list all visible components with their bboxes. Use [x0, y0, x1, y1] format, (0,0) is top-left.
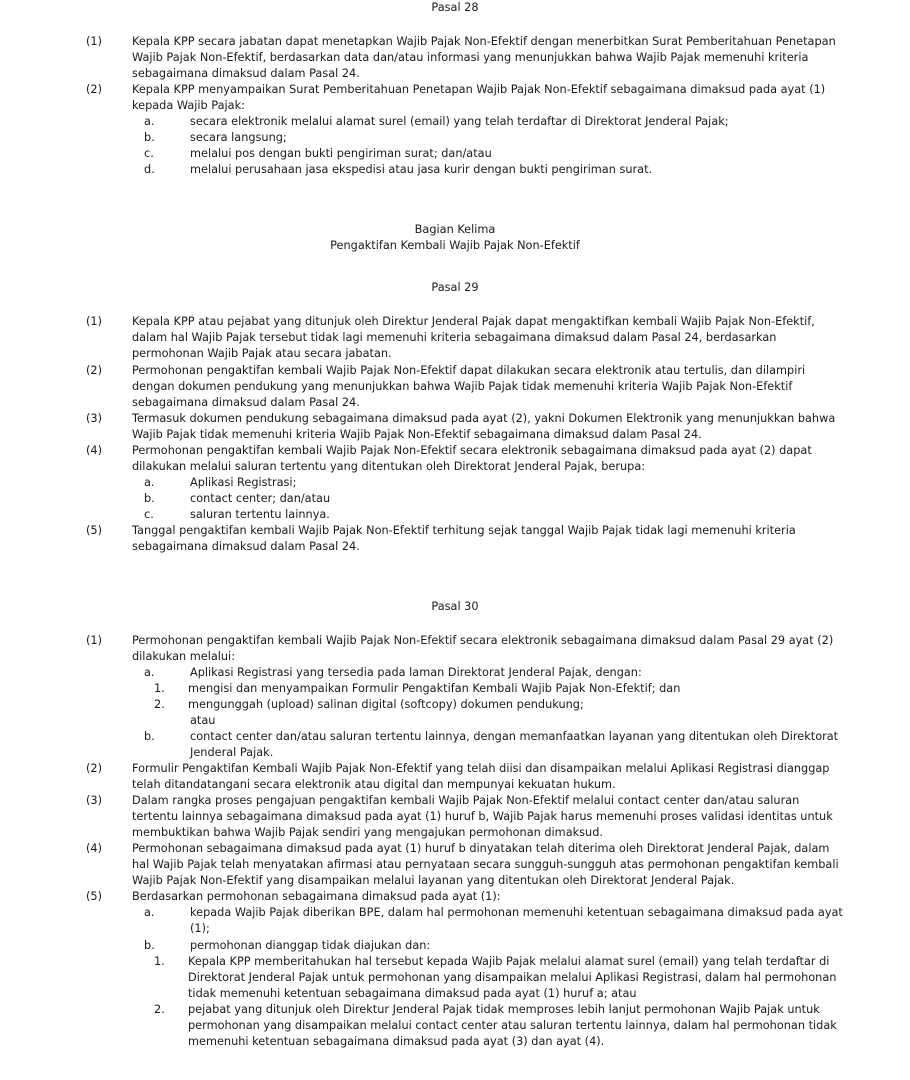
- sub-item-text: contact center; dan/atau: [190, 491, 331, 505]
- clause-text: Kepala KPP atau pejabat yang ditunjuk oleh Direktur Jenderal Pajak dapat mengaktifkan kembali Wajib Pajak Non-Efektif, dalam hal Wajib Pajak tersebut tidak lagi memenuhi kriteria sebagaimana dimaksud dalam Pasal 24, berdasarkan permohonan Wajib Pajak atau secara jabatan.: [132, 315, 815, 361]
- sub-list-30-5: [132, 905, 846, 1049]
- sub-item-marker: b.: [144, 491, 155, 505]
- subsub-item-text: mengisi dan menyampaikan Formulir Pengaktifan Kembali Wajib Pajak Non-Efektif; dan: [188, 682, 681, 695]
- sub-item-marker: c.: [144, 507, 154, 521]
- clause-number: (1): [86, 315, 103, 329]
- clause-28-1: [64, 34, 846, 82]
- subsub-item-marker: 2.: [154, 1002, 165, 1016]
- clause-29-3: [64, 411, 846, 443]
- clause-30-3: [64, 793, 846, 841]
- clause-text: Dalam rangka proses pengajuan pengaktifan kembali Wajib Pajak Non-Efektif melalui contact center dan/atau saluran tertentu lainnya sebagaimana dimaksud pada ayat (1) huruf b, Wajib Pajak harus memenuhi proses validasi identitas untuk membuktikan bahwa Wajib Pajak sendiri yang mengajukan permohonan dimaksud.: [132, 794, 833, 840]
- clause-number: (3): [86, 411, 103, 425]
- sub-item: [132, 729, 846, 761]
- subsub-trailing-conjunction: atau: [190, 714, 216, 728]
- clause-text: Permohonan pengaktifan kembali Wajib Pajak Non-Efektif secara elektronik sebagaimana dimaksud pada ayat (2) dapat dilakukan melalui saluran tertentu yang ditentukan oleh Direktorat Jenderal Pajak, berupa:: [132, 443, 812, 473]
- section-subheading-bagian-kelima: Pengaktifan Kembali Wajib Pajak Non-Efektif: [330, 239, 580, 253]
- clause-29-2: [64, 363, 846, 411]
- sub-item: [132, 162, 846, 178]
- sub-item-text: kepada Wajib Pajak diberikan BPE, dalam hal permohonan memenuhi ketentuan sebagaimana dimaksud pada ayat (1);: [190, 906, 843, 936]
- subsub-item: [132, 697, 846, 713]
- sub-item-text: secara elektronik melalui alamat surel (email) yang telah terdaftar di Direktorat Jenderal Pajak;: [190, 115, 729, 129]
- sub-item-text: Aplikasi Registrasi;: [190, 475, 297, 489]
- section-heading-pasal-30: Pasal 30: [431, 599, 479, 613]
- clause-28-2: [64, 82, 846, 114]
- sub-item-marker: a.: [144, 115, 155, 129]
- sub-item: [132, 665, 846, 681]
- clause-text: Permohonan sebagaimana dimaksud pada ayat (1) huruf b dinyatakan telah diterima oleh Direktorat Jenderal Pajak, dalam hal Wajib Pajak telah menyatakan afirmasi atau pernyataan secara sungguh-sungguh atas permohonan pengaktifan kembali Wajib Pajak Non-Efektif yang disampaikan melalui layanan yang ditentukan oleh Direktorat Jenderal Pajak.: [132, 842, 839, 888]
- clause-number: (2): [86, 762, 103, 776]
- clause-number: (2): [86, 83, 103, 97]
- clause-text: Kepala KPP secara jabatan dapat menetapkan Wajib Pajak Non-Efektif dengan menerbitkan Surat Pemberitahuan Penetapan Wajib Pajak Non-Efektif, berdasarkan data dan/atau informasi yang menunjukkan bahwa Wajib Pajak memenuhi kriteria sebagaimana dimaksud dalam Pasal 24.: [132, 35, 836, 81]
- subsub-item-text: mengunggah (upload) salinan digital (softcopy) dokumen pendukung;: [188, 698, 584, 712]
- sub-item-marker: c.: [144, 147, 154, 161]
- clause-text: Formulir Pengaktifan Kembali Wajib Pajak Non-Efektif yang telah diisi dan disampaikan melalui Aplikasi Registrasi dianggap telah ditandatangani secara elektronik atau digital dan mempunyai kekuatan hukum.: [132, 762, 830, 792]
- subsub-item-marker: 1.: [154, 954, 165, 968]
- clause-29-5: [64, 523, 846, 555]
- sub-list-29-4: [132, 475, 846, 523]
- sub-item-text: melalui perusahaan jasa ekspedisi atau jasa kurir dengan bukti pengiriman surat.: [190, 163, 653, 177]
- sub-item-marker: b.: [144, 131, 155, 145]
- clause-number: (1): [86, 633, 103, 647]
- subsub-list-30-5-b: [132, 954, 846, 1050]
- clause-number: (2): [86, 363, 103, 377]
- subsub-item-text: pejabat yang ditunjuk oleh Direktur Jenderal Pajak tidak memproses lebih lanjut permohonan Wajib Pajak untuk permohonan yang disampaikan melalui contact center atau saluran tertentu lainnya, dalam hal permohonan tidak memenuhi ketentuan sebagaimana dimaksud pada ayat (3) dan ayat (4).: [188, 1002, 837, 1048]
- subsub-list-30-1-a: [132, 681, 846, 729]
- clause-text: Tanggal pengaktifan kembali Wajib Pajak Non-Efektif terhitung sejak tanggal Wajib Pajak tidak lagi memenuhi kriteria sebagaimana dimaksud dalam Pasal 24.: [132, 523, 796, 553]
- sub-item-text: Aplikasi Registrasi yang tersedia pada laman Direktorat Jenderal Pajak, dengan:: [190, 665, 642, 679]
- clause-29-4: [64, 443, 846, 475]
- clause-text: Permohonan pengaktifan kembali Wajib Pajak Non-Efektif secara elektronik sebagaimana dimaksud dalam Pasal 29 ayat (2) dilakukan melalui:: [132, 633, 834, 663]
- sub-item-marker: a.: [144, 665, 155, 679]
- sub-item: [132, 507, 846, 523]
- clause-30-4: [64, 841, 846, 889]
- sub-item: [132, 491, 846, 507]
- clause-number: (4): [86, 443, 103, 457]
- clause-number: (5): [86, 890, 103, 904]
- sub-item-text: saluran tertentu lainnya.: [190, 507, 330, 521]
- subsub-item: [132, 954, 846, 1002]
- sub-list-30-1: [132, 665, 846, 761]
- sub-item-marker: b.: [144, 938, 155, 952]
- clause-text: Kepala KPP menyampaikan Surat Pemberitahuan Penetapan Wajib Pajak Non-Efektif sebagaimana dimaksud pada ayat (1) kepada Wajib Pajak:: [132, 83, 826, 113]
- subsub-item-marker: 1.: [154, 682, 165, 695]
- clause-30-5: [64, 889, 846, 905]
- sub-item: [132, 146, 846, 162]
- clause-30-2: [64, 761, 846, 793]
- sub-item: [132, 938, 846, 954]
- sub-item-marker: b.: [144, 730, 155, 744]
- subsub-item-text: Kepala KPP memberitahukan hal tersebut kepada Wajib Pajak melalui alamat surel (email) yang telah terdaftar di Direktorat Jenderal Pajak untuk permohonan yang disampaikan melalui Aplikasi Registrasi, dalam hal permohonan tidak memenuhi ketentuan sebagaimana dimaksud pada ayat (1) huruf a; atau: [188, 954, 837, 1000]
- sub-item: [132, 475, 846, 491]
- clause-29-1: [64, 314, 846, 362]
- clause-number: (3): [86, 794, 103, 808]
- subsub-item: [132, 681, 846, 697]
- sub-item: [132, 114, 846, 130]
- section-heading-bagian-kelima: Bagian Kelima: [414, 223, 496, 237]
- clause-text: Berdasarkan permohonan sebagaimana dimaksud pada ayat (1):: [132, 890, 501, 904]
- subsub-item-marker: 2.: [154, 698, 165, 712]
- sub-item-marker: d.: [144, 163, 155, 177]
- sub-item-text: secara langsung;: [190, 131, 287, 145]
- clause-30-1: [64, 633, 846, 665]
- sub-item-text: melalui pos dengan bukti pengiriman surat; dan/atau: [190, 147, 492, 161]
- section-heading-pasal-28: Pasal 28: [431, 1, 479, 14]
- section-heading-pasal-29: Pasal 29: [431, 281, 479, 295]
- sub-item-text: permohonan dianggap tidak diajukan dan:: [190, 938, 431, 952]
- clause-text: Permohonan pengaktifan kembali Wajib Pajak Non-Efektif dapat dilakukan secara elektronik atau tertulis, dan dilampiri dengan dokumen pendukung yang menunjukkan bahwa Wajib Pajak tidak memenuhi kriteria Wajib Pajak Non-Efektif sebagaimana dimaksud dalam Pasal 24.: [132, 363, 806, 409]
- sub-item: [132, 905, 846, 937]
- clause-text: Termasuk dokumen pendukung sebagaimana dimaksud pada ayat (2), yakni Dokumen Elektronik yang menunjukkan bahwa Wajib Pajak tidak memenuhi kriteria Wajib Pajak Non-Efektif sebagaimana dimaksud dalam Pasal 24.: [132, 411, 836, 441]
- sub-item-marker: a.: [144, 906, 155, 920]
- sub-list-28-2: [132, 114, 846, 178]
- clause-number: (4): [86, 842, 103, 856]
- clause-number: (1): [86, 35, 103, 49]
- sub-item-marker: a.: [144, 475, 155, 489]
- subsub-item: [132, 1002, 846, 1050]
- sub-item-text: contact center dan/atau saluran tertentu lainnya, dengan memanfaatkan layanan yang ditentukan oleh Direktorat Jenderal Pajak.: [190, 730, 839, 760]
- sub-item: [132, 130, 846, 146]
- clause-number: (5): [86, 523, 103, 537]
